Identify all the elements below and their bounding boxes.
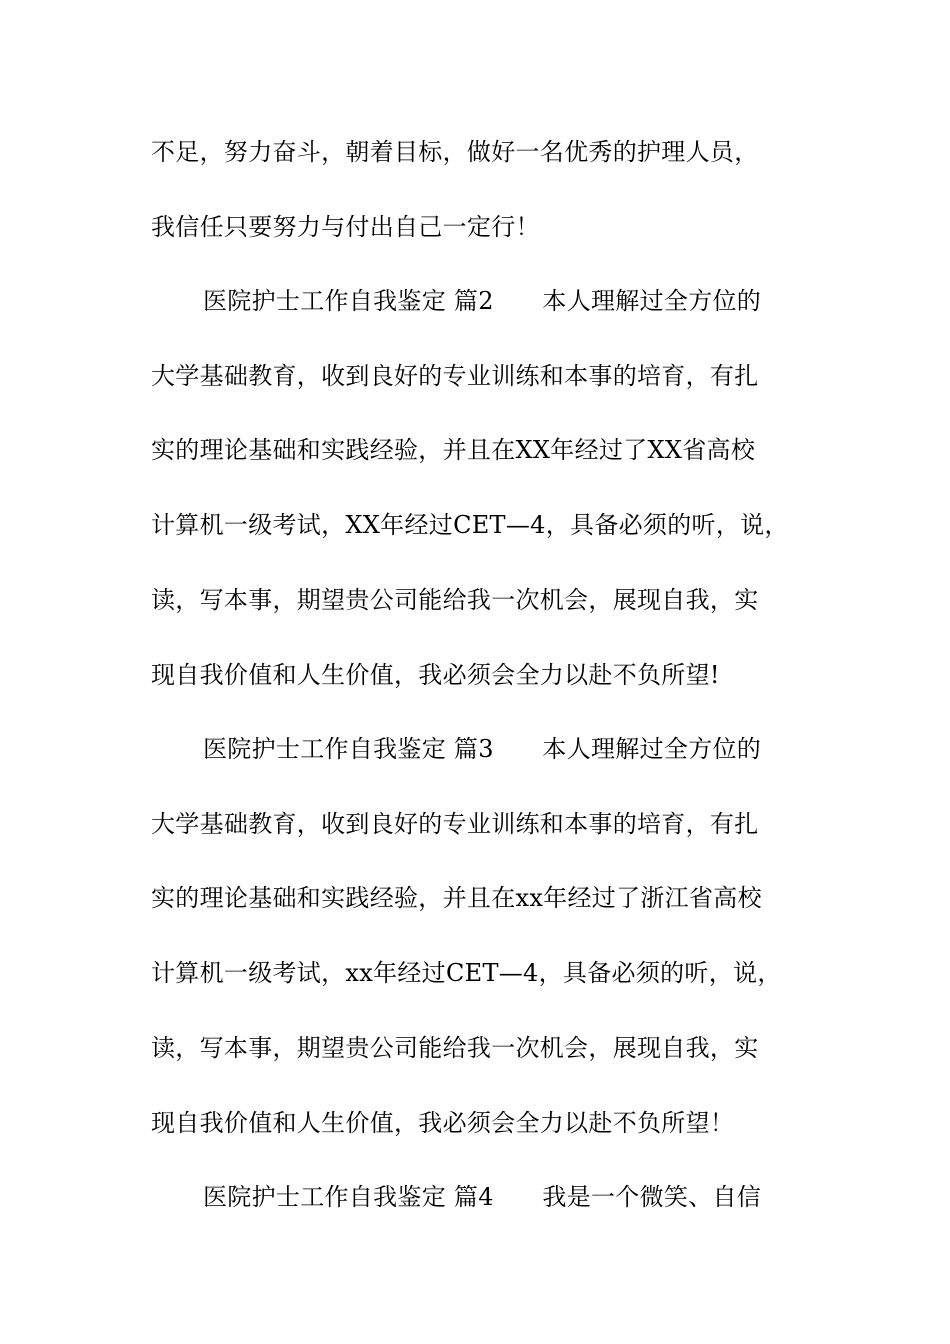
section-2-heading-line: 医院护士工作自我鉴定 篇2 本人理解过全方位的 — [203, 287, 762, 315]
section-3-heading-line: 医院护士工作自我鉴定 篇3 本人理解过全方位的 — [203, 735, 762, 763]
text-line-6: 计算机一级考试，XX年经过CET—4，具备必须的听，说， — [151, 511, 789, 539]
text-line-14: 现自我价值和人生价值，我必须会全力以赴不负所望！ — [151, 1109, 735, 1137]
text-line-2: 我信任只要努力与付出自己一定行！ — [151, 213, 540, 241]
section-4-heading-line: 医院护士工作自我鉴定 篇4 我是一个微笑、自信 — [203, 1183, 762, 1211]
text-line-5: 实的理论基础和实践经验，并且在XX年经过了XX省高校 — [151, 436, 756, 464]
text-line-10: 大学基础教育，收到良好的专业训练和本事的培育，有扎 — [151, 810, 759, 838]
text-line-1: 不足，努力奋斗，朝着目标，做好一名优秀的护理人员， — [151, 138, 759, 166]
text-line-13: 读，写本事，期望贵公司能给我一次机会，展现自我，实 — [151, 1034, 759, 1062]
text-line-7: 读，写本事，期望贵公司能给我一次机会，展现自我，实 — [151, 586, 759, 614]
text-line-12: 计算机一级考试，xx年经过CET—4，具备必须的听，说， — [151, 959, 782, 987]
text-line-4: 大学基础教育，收到良好的专业训练和本事的培育，有扎 — [151, 362, 759, 390]
text-line-11: 实的理论基础和实践经验，并且在xx年经过了浙江省高校 — [151, 884, 762, 912]
text-line-8: 现自我价值和人生价值，我必须会全力以赴不负所望! — [151, 661, 720, 689]
